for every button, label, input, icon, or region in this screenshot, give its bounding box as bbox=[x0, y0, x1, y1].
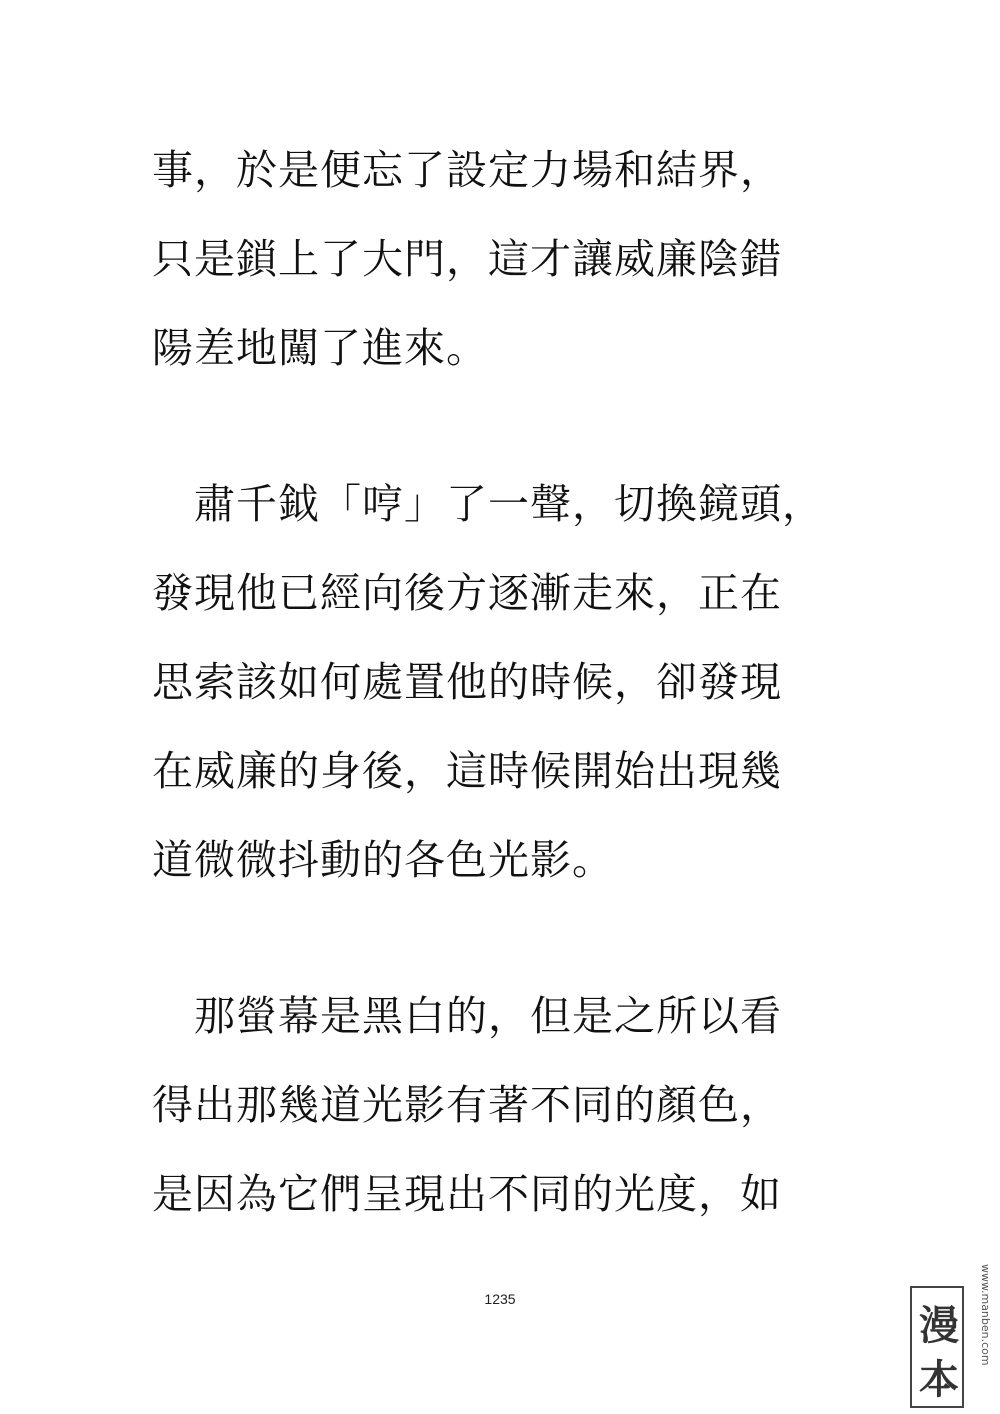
logo-frame bbox=[910, 1286, 964, 1408]
text-line: 思索該如何處置他的時候，卻發現 bbox=[152, 658, 782, 706]
watermark-url: www.manben.com bbox=[979, 1264, 992, 1366]
page-number: 1235 bbox=[484, 1291, 516, 1307]
text-line: 是因為它們呈現出不同的光度，如 bbox=[152, 1170, 782, 1218]
text-line: 事，於是便忘了設定力場和結界， bbox=[152, 146, 782, 194]
text-line: 發現他已經向後方逐漸走來，正在 bbox=[152, 569, 782, 617]
text-line: 只是鎖上了大門，這才讓威廉陰錯 bbox=[152, 235, 782, 283]
logo-glyph-1: 漫 bbox=[919, 1302, 959, 1349]
text-line: 得出那幾道光影有著不同的顏色， bbox=[152, 1081, 782, 1129]
text-line: 那螢幕是黑白的，但是之所以看 bbox=[152, 992, 782, 1040]
text-line: 肅千鉞「哼」了一聲，切換鏡頭， bbox=[152, 480, 824, 528]
logo-glyph-2: 本 bbox=[919, 1356, 959, 1403]
text-line: 道微微抖動的各色光影。 bbox=[152, 836, 614, 884]
text-line: 陽差地闖了進來。 bbox=[152, 324, 488, 372]
text-line: 在威廉的身後，這時候開始出現幾 bbox=[152, 747, 782, 795]
watermark-logo bbox=[908, 1258, 992, 1408]
